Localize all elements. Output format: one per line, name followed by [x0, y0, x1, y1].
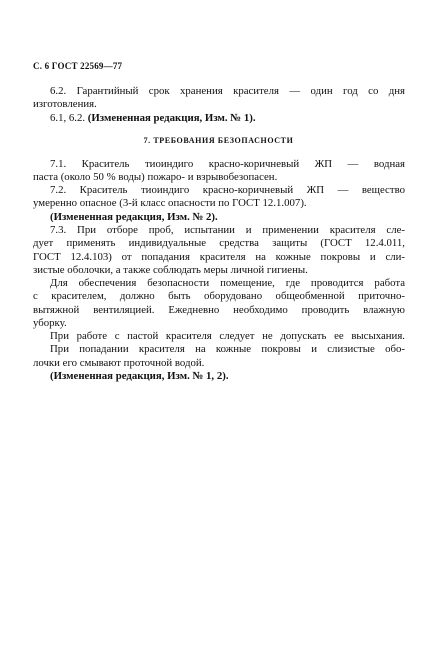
paragraph-7-2 — [33, 184, 405, 224]
text-line: вытяжной вентиляцией. Ежедневно необходимо проводить влажную — [33, 303, 405, 316]
page-header: С. 6 ГОСТ 22569—77 — [33, 61, 123, 71]
text-line: лочки его смывают проточной водой. — [33, 356, 205, 369]
text-line: При работе с пастой красителя следует не допускать ее высыхания. — [50, 330, 405, 342]
text-line: дует применять индивидуальные средства защиты (ГОСТ 12.4.011, — [33, 237, 405, 250]
amendment-bold: (Измененная редакция, Изм. № 1). — [87, 111, 256, 124]
amendment-note — [33, 112, 405, 125]
amendment-note: (Измененная редакция, Изм. № 1, 2). — [50, 369, 229, 382]
text-line: При попадании красителя на кожные покровы и слизистые обо- — [50, 343, 405, 356]
text-line: Для обеспечения безопасности помещение, где проводится работа — [50, 277, 405, 289]
section-title: 7. ТРЕБОВАНИЯ БЕЗОПАСНОСТИ — [143, 136, 294, 145]
text-line: уборку. — [33, 316, 67, 329]
clause-ref: 6.1, 6.2. — [50, 111, 86, 124]
paragraph-7-1 — [33, 158, 405, 185]
text-line: паста (около 50 % воды) пожаро- и взрывобезопасен. — [33, 171, 278, 184]
paragraph-paste-handling — [33, 330, 405, 383]
text-line: умеренно опасное (3-й класс опасности по ГОСТ 12.1.007). — [33, 197, 307, 210]
text-line: 7.1. Краситель тиоиндиго красно-коричневый ЖП — водная — [50, 158, 405, 170]
text-line: 7.2. Краситель тиоиндиго красно-коричневый ЖП — вещество — [50, 184, 405, 196]
paragraph-6-2 — [33, 85, 405, 125]
text-line: ГОСТ 12.4.103) от попадания красителя на кожные покровы и сли- — [33, 250, 405, 263]
amendment-note: (Измененная редакция, Изм. № 2). — [50, 210, 218, 223]
paragraph-ventilation — [33, 277, 405, 330]
text-line: изготовления. — [33, 98, 97, 111]
text-line: 7.3. При отборе проб, испытании и применении красителя сле- — [50, 224, 405, 236]
text-line: 6.2. Гарантийный срок хранения красителя — один год со дня — [50, 85, 405, 97]
text-line: зистые оболочки, а также соблюдать меры личной гигиены. — [33, 263, 308, 276]
text-line: с красителем, должно быть оборудовано общеобменной приточно- — [33, 290, 405, 303]
paragraph-7-3 — [33, 224, 405, 277]
